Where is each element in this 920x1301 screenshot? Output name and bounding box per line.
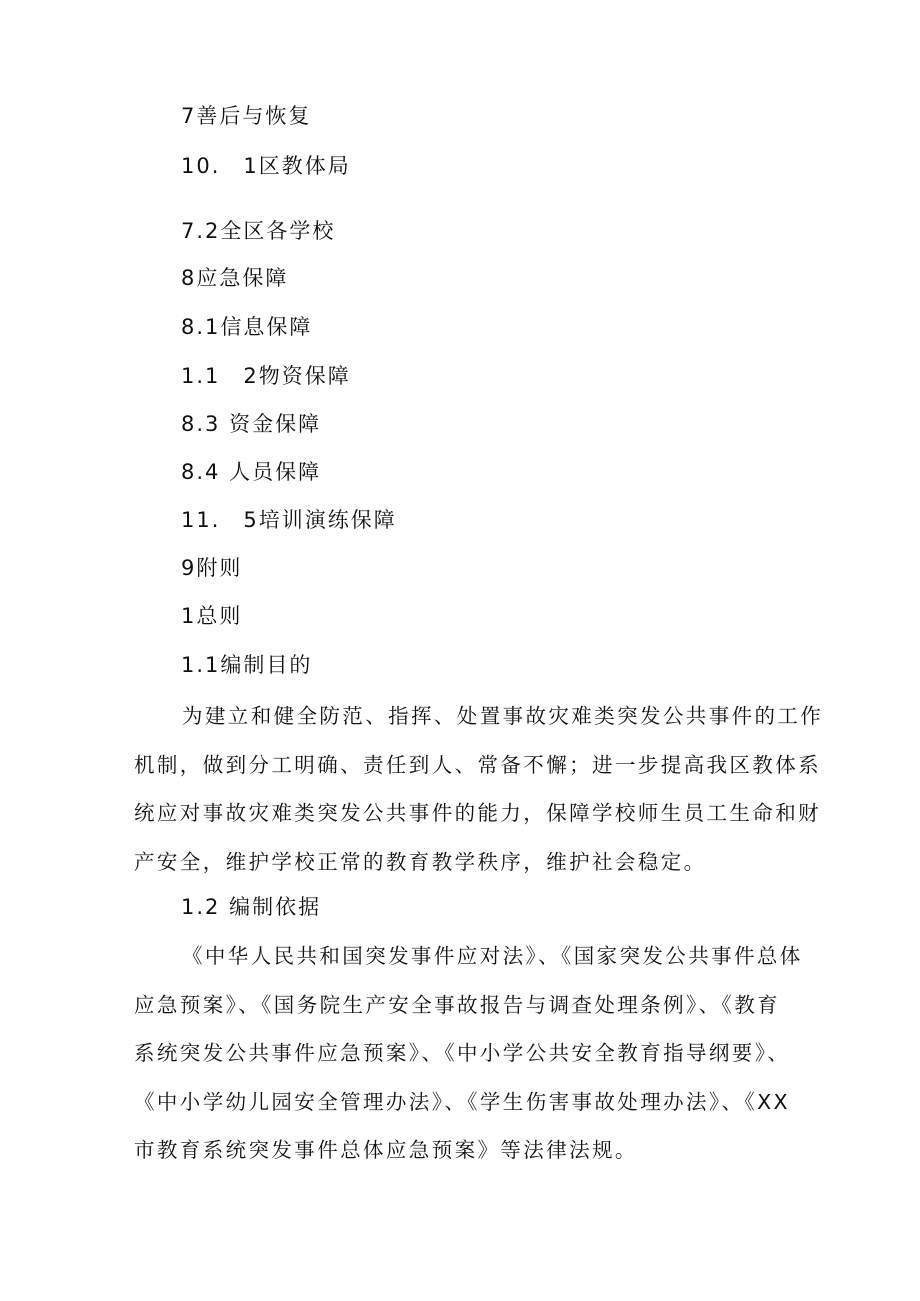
toc-item: 11. 5培训演练保障 — [181, 508, 397, 532]
paragraph-line: 为建立和健全防范、指挥、处置事故灾难类突发公共事件的工作 — [182, 704, 824, 728]
paragraph-line: 《中小学幼儿园安全管理办法》、《学生伤害事故处理办法》、《XX — [134, 1089, 790, 1114]
toc-item: 8.3 资金保障 — [181, 412, 322, 436]
toc-item: 8.4 人员保障 — [181, 460, 322, 484]
toc-item: 8应急保障 — [181, 266, 289, 290]
paragraph-line: 统应对事故灾难类突发公共事件的能力，保障学校师生员工生命和财 — [134, 801, 821, 825]
paragraph-basis — [134, 932, 803, 1175]
paragraph-line: 机制，做到分工明确、责任到人、常备不懈；进一步提高我区教体系 — [134, 752, 821, 777]
paragraph-line: 产安全，维护学校正常的教育教学秩序，维护社会稳定。 — [134, 849, 707, 874]
toc-item: 10. 1区教体局 — [181, 154, 351, 178]
toc-item: 7善后与恢复 — [181, 104, 312, 128]
paragraph-line: 市教育系统突发事件总体应急预案》等法律法规。 — [134, 1138, 638, 1162]
toc-item: 9附则 — [181, 556, 243, 580]
subsection-title-purpose: 1.1编制目的 — [181, 653, 313, 677]
toc-item: 8.1信息保障 — [181, 315, 313, 339]
paragraph-line: 系统突发公共事件应急预案》、《中小学公共安全教育指导纲要》、 — [134, 1041, 791, 1065]
toc-item: 1.1 2物资保障 — [181, 364, 351, 388]
subsection-title-basis: 1.2 编制依据 — [181, 895, 322, 919]
section-title: 1总则 — [181, 604, 243, 628]
paragraph-line: 应急预案》、《国务院生产安全事故报告与调查处理条例》、《教育 — [134, 992, 780, 1017]
paragraph-purpose — [134, 692, 824, 886]
paragraph-line: 《中华人民共和国突发事件应对法》、《国家突发公共事件总体 — [182, 944, 803, 968]
toc-item: 7.2全区各学校 — [181, 219, 336, 243]
